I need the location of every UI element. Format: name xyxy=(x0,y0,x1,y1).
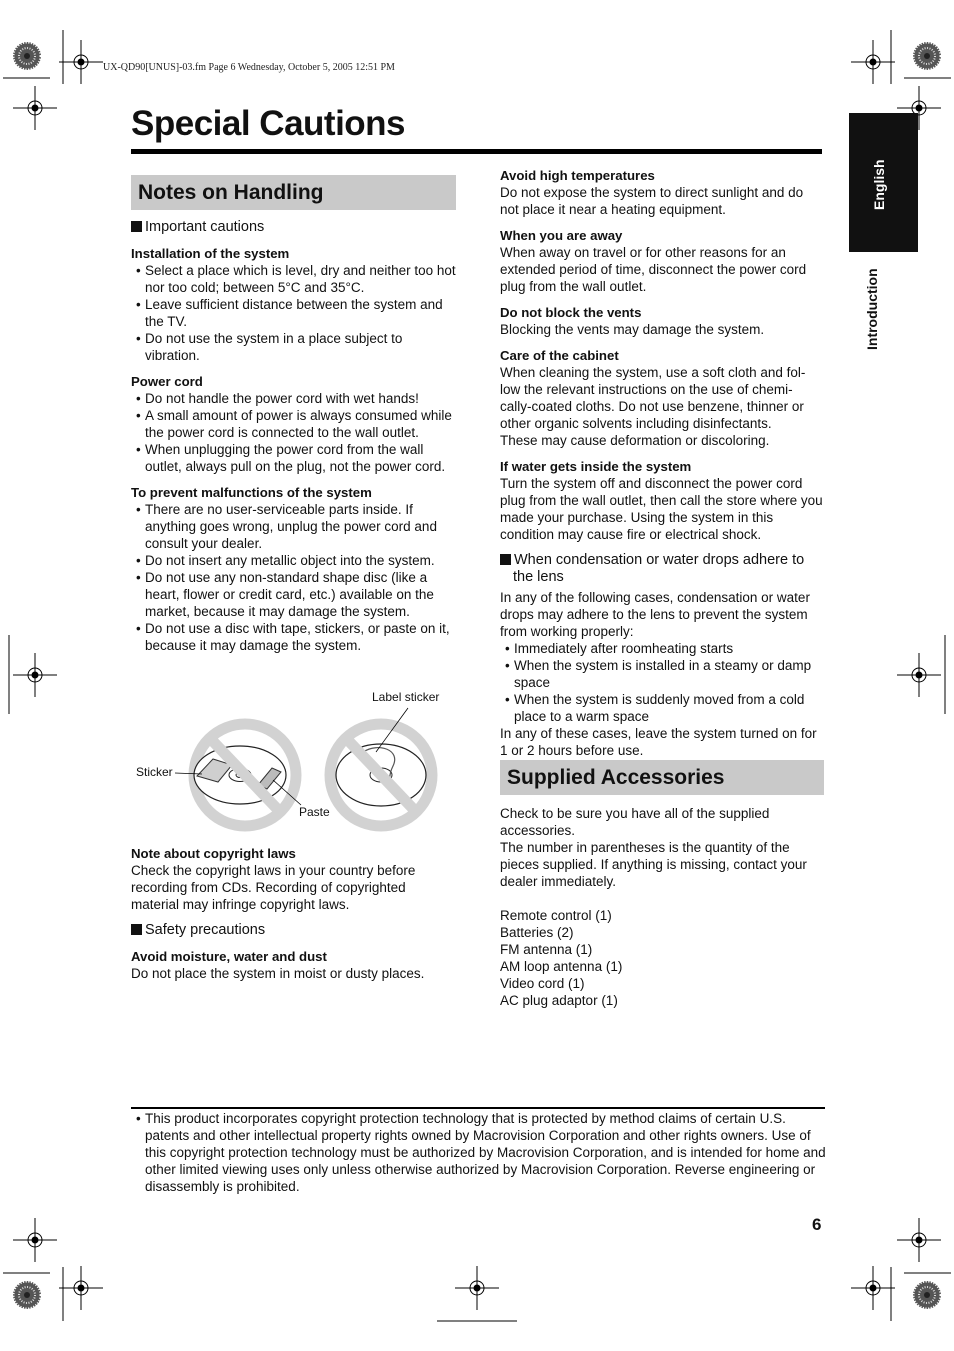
supplied-accessories-band xyxy=(500,760,824,795)
high-temp-text: Do not expose the system to direct sunlight and do not place it near a heating equipment. xyxy=(500,185,804,217)
important-cautions-heading: Important cautions xyxy=(131,219,456,236)
list-item: • When the system is suddenly moved from a cold place to a warm space xyxy=(505,692,805,724)
square-bullet-icon xyxy=(131,221,142,232)
copyright-text: Check the copyright laws in your country before recording from CDs. Recording of copyrighted material may infringe copyright laws. xyxy=(131,863,416,912)
footnote-text: This product incorporates copyright protection technology that is protected by method claims of certain U.S. patents and other intellectual property rights owned by Macrovision Corporation and other rights owners. Use of this copyright protection technology must be authorized by Macrovision Corporation, and is intended for home and other limited viewing uses only unless otherwise authorized by Macrovision Corporation. Reverse engineering or disassembly is prohibited. xyxy=(145,1111,826,1194)
page-title: Special Cautions xyxy=(131,104,406,143)
notes-on-handling-band xyxy=(131,175,456,210)
accessories-intro-2: The number in parentheses is the quantity of the pieces supplied. If anything is missing, contact your dealer immediately. xyxy=(500,840,807,889)
condensation-heading: When condensation or water drops adhere to the lens xyxy=(500,552,825,586)
star-target-icon xyxy=(913,1281,941,1309)
safety-precautions-heading: Safety precautions xyxy=(131,922,456,939)
away-text: When away on travel or for other reasons for an extended period of time, disconnect the power cord plug from the wall outlet. xyxy=(500,245,807,294)
list-item: • When the system is installed in a steamy or damp space xyxy=(505,658,812,690)
notes-on-handling-title: Notes on Handling xyxy=(138,181,324,204)
accessories-list xyxy=(500,907,825,1009)
footnote: • This product incorporates copyright protection technology that is protected by method claims of certain U.S. patents and other intellectual property rights owned by Macrovision Corporation and other rights owners. Use of this copyright protection technology must be authorized by Macrovision Corporation, and is intended for home and other limited viewing uses only unless otherwise authorized by Macrovision Corporation. Reverse engineering or disassembly is prohibited. xyxy=(136,1111,826,1194)
label-sticker-caption: Label sticker xyxy=(372,690,440,704)
list-item: • Do not insert any metallic object into the system. xyxy=(136,553,435,568)
sticker-caption: Sticker xyxy=(136,765,173,779)
power-cord-heading: Power cord xyxy=(131,374,203,389)
list-item: AM loop antenna (1) xyxy=(500,959,623,974)
prohibited-disc-label-icon xyxy=(330,724,432,826)
title-rule xyxy=(131,149,822,154)
accessories-intro-1: Check to be sure you have all of the supplied accessories. xyxy=(500,806,770,838)
list-item: • Do not use a disc with tape, stickers, or paste on it, because it may damage the system. xyxy=(136,621,450,653)
high-temp-heading: Avoid high temperatures xyxy=(500,168,655,183)
list-item: • Do not use any non-standard shape disc (like a heart, flower or credit card, etc.) available on the market, because it may damage the system. xyxy=(136,570,434,619)
condensation-list xyxy=(500,640,825,725)
cabinet-heading: Care of the cabinet xyxy=(500,348,619,363)
language-tab-label: English xyxy=(871,159,887,210)
list-item: • Do not handle the power cord with wet hands! xyxy=(136,391,419,406)
paste-caption: Paste xyxy=(299,805,330,819)
section-tab-label: Introduction xyxy=(864,268,880,350)
list-item: • Immediately after roomheating starts xyxy=(505,641,734,656)
condensation-outro: In any of these cases, leave the system turned on for 1 or 2 hours before use. xyxy=(500,726,817,758)
list-item: • Do not use the system in a place subject to vibration. xyxy=(136,331,403,363)
square-bullet-icon xyxy=(131,924,142,935)
file-header: UX-QD90[UNUS]-03.fm Page 6 Wednesday, October 5, 2005 12:51 PM xyxy=(103,62,395,73)
list-item: AC plug adaptor (1) xyxy=(500,993,618,1008)
footnote-rule xyxy=(131,1107,825,1109)
list-item: • Select a place which is level, dry and neither too hot nor too cold; between 5°C and 35°C. xyxy=(136,263,456,295)
left-column-lower xyxy=(131,845,456,982)
star-target-icon xyxy=(13,1281,41,1309)
vents-text: Blocking the vents may damage the system. xyxy=(500,322,765,337)
list-item: • A small amount of power is always consumed while the power cord is connected to the wall outlet. xyxy=(136,408,452,440)
accessories-section xyxy=(500,805,825,1009)
list-item: Batteries (2) xyxy=(500,925,574,940)
water-text: Turn the system off and disconnect the power cord plug from the wall outlet, then call the store where you made your purchase. Using the system in this condition may cause fire or electrical shock. xyxy=(500,476,823,542)
installation-list xyxy=(131,262,456,364)
list-item: Video cord (1) xyxy=(500,976,585,991)
power-cord-list xyxy=(131,390,456,475)
supplied-accessories-title: Supplied Accessories xyxy=(507,766,725,789)
list-item: • When unplugging the power cord from the wall outlet, always pull on the plug, not the power cord. xyxy=(136,442,446,474)
star-target-icon xyxy=(13,42,41,70)
malfunctions-heading: To prevent malfunctions of the system xyxy=(131,485,372,500)
copyright-heading: Note about copyright laws xyxy=(131,846,296,861)
installation-heading: Installation of the system xyxy=(131,246,290,261)
malfunctions-list xyxy=(131,501,456,654)
moisture-text: Do not place the system in moist or dusty places. xyxy=(131,966,425,981)
away-heading: When you are away xyxy=(500,228,623,243)
prohibited-disc-sticker-icon xyxy=(194,724,296,826)
page-number: 6 xyxy=(812,1215,822,1234)
condensation-intro: In any of the following cases, condensation or water drops may adhere to the lens to prevent the system from working properly: xyxy=(500,590,810,639)
left-column xyxy=(131,219,456,654)
water-heading: If water gets inside the system xyxy=(500,459,692,474)
star-target-icon xyxy=(913,42,941,70)
cabinet-text: When cleaning the system, use a soft cloth and fol- low the relevant instructions on the use of chemi- cally-coated cloths. Do not use benzene, thinner or other organic solvents including disinfectants. These may cause deformation or discoloring. xyxy=(500,365,806,448)
language-tab xyxy=(849,113,918,252)
list-item: FM antenna (1) xyxy=(500,942,593,957)
vents-heading: Do not block the vents xyxy=(500,305,642,320)
square-bullet-icon xyxy=(500,554,511,565)
list-item: Remote control (1) xyxy=(500,908,612,923)
moisture-heading: Avoid moisture, water and dust xyxy=(131,949,327,964)
right-column xyxy=(500,167,825,759)
disc-prohibited-figure xyxy=(131,688,456,838)
list-item: • There are no user-serviceable parts inside. If anything goes wrong, unplug the power cord and consult your dealer. xyxy=(136,502,437,551)
list-item: • Leave sufficient distance between the system and the TV. xyxy=(136,297,443,329)
